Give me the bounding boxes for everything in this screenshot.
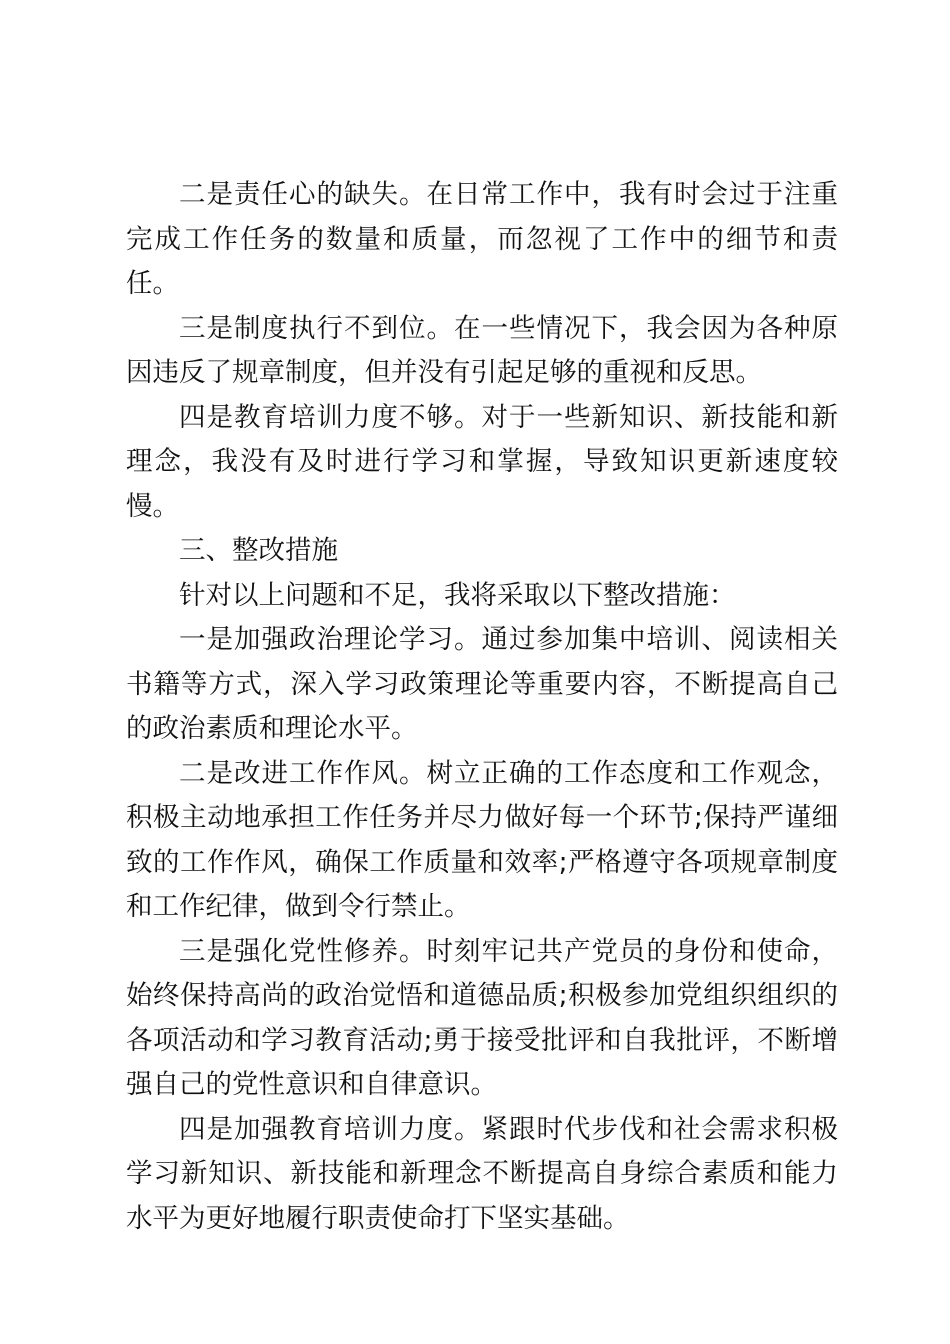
paragraph-regulations: 三是制度执行不到位。在一些情况下，我会因为各种原因违反了规章制度，但并没有引起足够的重视和反思。	[126, 312, 838, 388]
paragraph-measure-2: 二是改进工作作风。树立正确的工作态度和工作观念，积极主动地承担工作任务并尽力做好每一个环节;保持严谨细致的工作作风，确保工作质量和效率;严格遵守各项规章制度和工作纪律，做到令行禁止。	[126, 757, 838, 922]
paragraph-intro: 针对以上问题和不足，我将采取以下整改措施：	[179, 579, 736, 611]
section-heading-rectification: 三、整改措施	[179, 535, 338, 566]
document-body	[126, 173, 838, 1241]
paragraph-responsibility: 二是责任心的缺失。在日常工作中，我有时会过于注重完成工作任务的数量和质量，而忽视了工作中的细节和责任。	[126, 179, 838, 299]
paragraph-training: 四是教育培训力度不够。对于一些新知识、新技能和新理念，我没有及时进行学习和掌握，导致知识更新速度较慢。	[126, 401, 838, 522]
paragraph-measure-3: 三是强化党性修养。时刻牢记共产党员的身份和使命，始终保持高尚的政治觉悟和道德品质;积极参加党组织组织的各项活动和学习教育活动;勇于接受批评和自我批评，不断增强自己的党性意识和自律意识。	[126, 935, 838, 1100]
paragraph-measure-1: 一是加强政治理论学习。通过参加集中培训、阅读相关书籍等方式，深入学习政策理论等重要内容，不断提高自己的政治素质和理论水平。	[126, 624, 838, 744]
paragraph-measure-4: 四是加强教育培训力度。紧跟时代步伐和社会需求积极学习新知识、新技能和新理念不断提高自身综合素质和能力水平为更好地履行职责使命打下坚实基础。	[126, 1113, 838, 1234]
